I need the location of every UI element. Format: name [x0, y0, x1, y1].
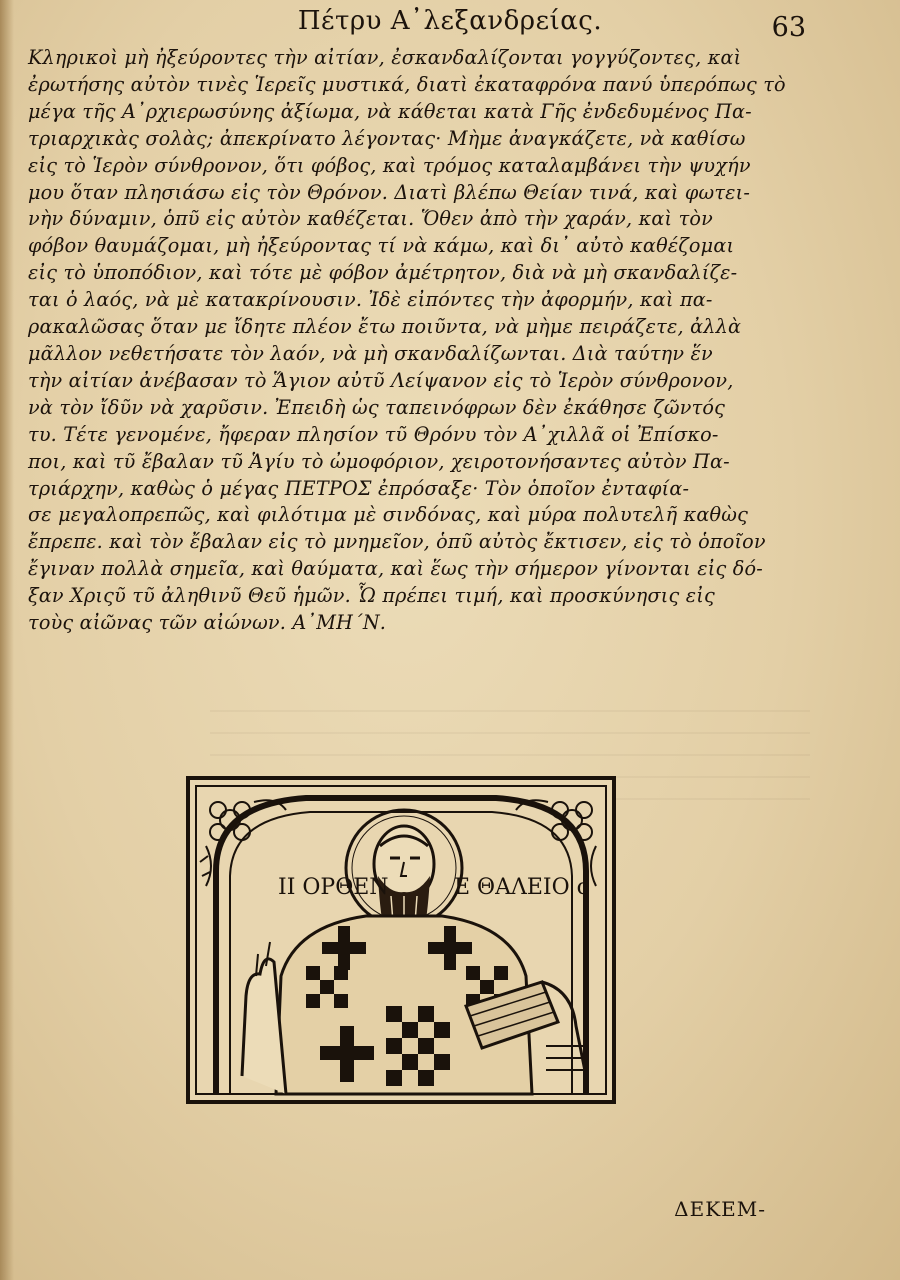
- catchword: ΔΕΚΕΜ-: [674, 1197, 766, 1221]
- body-text: [28, 45, 808, 637]
- text-line: ξαν Χριςῦ τῦ ἀληθινῦ Θεῦ ἡμῶν. Ὧ πρέπει τιμή, καὶ προσκύνησις εἰς: [28, 584, 715, 608]
- text-line: τυ. Τέτε γενομένε, ἤφεραν πλησίον τῦ Θρόνυ τὸν Α᾽χιλλᾶ οἱ Ἐπίσκο-: [28, 422, 719, 446]
- text-line: μου ὅταν πλησιάσω εἰς τὸν Θρόνον. Διατὶ βλέπω Θείαν τινά, καὶ φωτει-: [28, 180, 751, 204]
- running-head: Πέτρυ Α᾽λεξανδρείας.: [297, 6, 603, 36]
- text-line: ἔπρεπε. καὶ τὸν ἔβαλαν εἰς τὸ μνημεῖον, ὁπῦ αὐτὸς ἔκτισεν, εἰς τὸ ὁποῖον: [28, 530, 766, 554]
- text-line: εἰς τὸ Ἱερὸν σύνθρονον, ὅτι φόβος, καὶ τρόμος καταλαμβάνει τὴν ψυχήν: [28, 153, 751, 177]
- page-gutter-shadow: [0, 0, 14, 1280]
- text-line: τοὺς αἰῶνας τῶν αἰώνων. Α᾽ΜΗ´Ν.: [28, 611, 387, 635]
- text-line: σε μεγαλοπρεπῶς, καὶ φιλότιμα μὲ σινδόνας, καὶ μύρα πολυτελῆ καθὼς: [28, 503, 749, 527]
- woodcut-inscription-left: ΙΙ ΟΡΘΕΝ: [278, 875, 389, 900]
- text-line: τριαρχικὰς σολὰς; ἀπεκρίνατο λέγοντας· Μὴμε ἀναγκάζετε, νὰ καθίσω: [28, 126, 746, 150]
- text-line: εἰς τὸ ὑποπόδιον, καὶ τότε μὲ φόβον ἀμέτρητον, διὰ νὰ μὴ σκανδαλίζε-: [28, 261, 738, 285]
- text-line: φόβον θαυμάζομαι, μὴ ἠξεύροντας τί νὰ κάμω, καὶ δι᾽ αὐτὸ καθέζομαι: [28, 234, 735, 258]
- page-number: 63: [771, 12, 806, 43]
- text-line: ἐρωτήσης αὐτὸν τινὲς Ἱερεῖς μυστικά, διατὶ ἐκαταφρόνα πανύ ὑπερόπως τὸ: [28, 72, 786, 96]
- text-line: νὰ τὸν ἴδῦν νὰ χαρῦσιν. Ἐπειδὴ ὡς ταπεινόφρων δὲν ἐκάθησε ζῶντός: [28, 395, 726, 419]
- saint-woodcut-illustration: [186, 776, 616, 1104]
- text-line: τὴν αἰτίαν ἀνέβασαν τὸ Ἅγιον αὐτῦ Λείψανον εἰς τὸ Ἱερὸν σύνθρονον,: [28, 368, 734, 392]
- text-line: Κληρικοὶ μὴ ἠξεύροντες τὴν αἰτίαν, ἐσκανδαλίζονται γογγύζοντες, καὶ: [28, 46, 742, 69]
- text-line: τριάρχην, καθὼς ὁ μέγας ΠΕΤΡΟΣ ἐπρόσαξε· Τὸν ὁποῖον ἐνταφία-: [28, 476, 690, 500]
- text-line: ποι, καὶ τῦ ἔβαλαν τῦ Ἁγίυ τὸ ὠμοφόριον, χειροτονήσαντες αὐτὸν Πα-: [28, 449, 730, 473]
- text-line: ἔγιναν πολλὰ σημεῖα, καὶ θαύματα, καὶ ἕως τὴν σήμερον γίνονται εἰς δό-: [28, 557, 763, 581]
- text-line: μᾶλλον νεθετήσατε τὸν λαόν, νὰ μὴ σκανδαλίζωνται. Διὰ ταύτην ἕν: [28, 341, 713, 365]
- text-line: μέγα τῆς Α᾽ρχιερωσύνης ἀξίωμα, νὰ κάθεται κατὰ Γῆς ἐνδεδυμένος Πα-: [28, 99, 752, 123]
- text-line: ται ὁ λαός, νὰ μὲ κατακρίνουσιν. Ἰδὲ εἰπόντες τὴν ἀφορμήν, καὶ πα-: [28, 288, 713, 312]
- text-line: ρακαλῶσας ὅταν με ἴδητε πλέον ἔτω ποιῦντα, νὰ μὴμε πειράζετε, ἀλλὰ: [28, 315, 742, 339]
- woodcut-inscription-right: Ε ΘΑΛΕΙΟ ς: [454, 875, 589, 900]
- text-line: νὴν δύναμιν, ὁπῦ εἰς αὐτὸν καθέζεται. Ὅθεν ἀπὸ τὴν χαράν, καὶ τὸν: [28, 207, 714, 231]
